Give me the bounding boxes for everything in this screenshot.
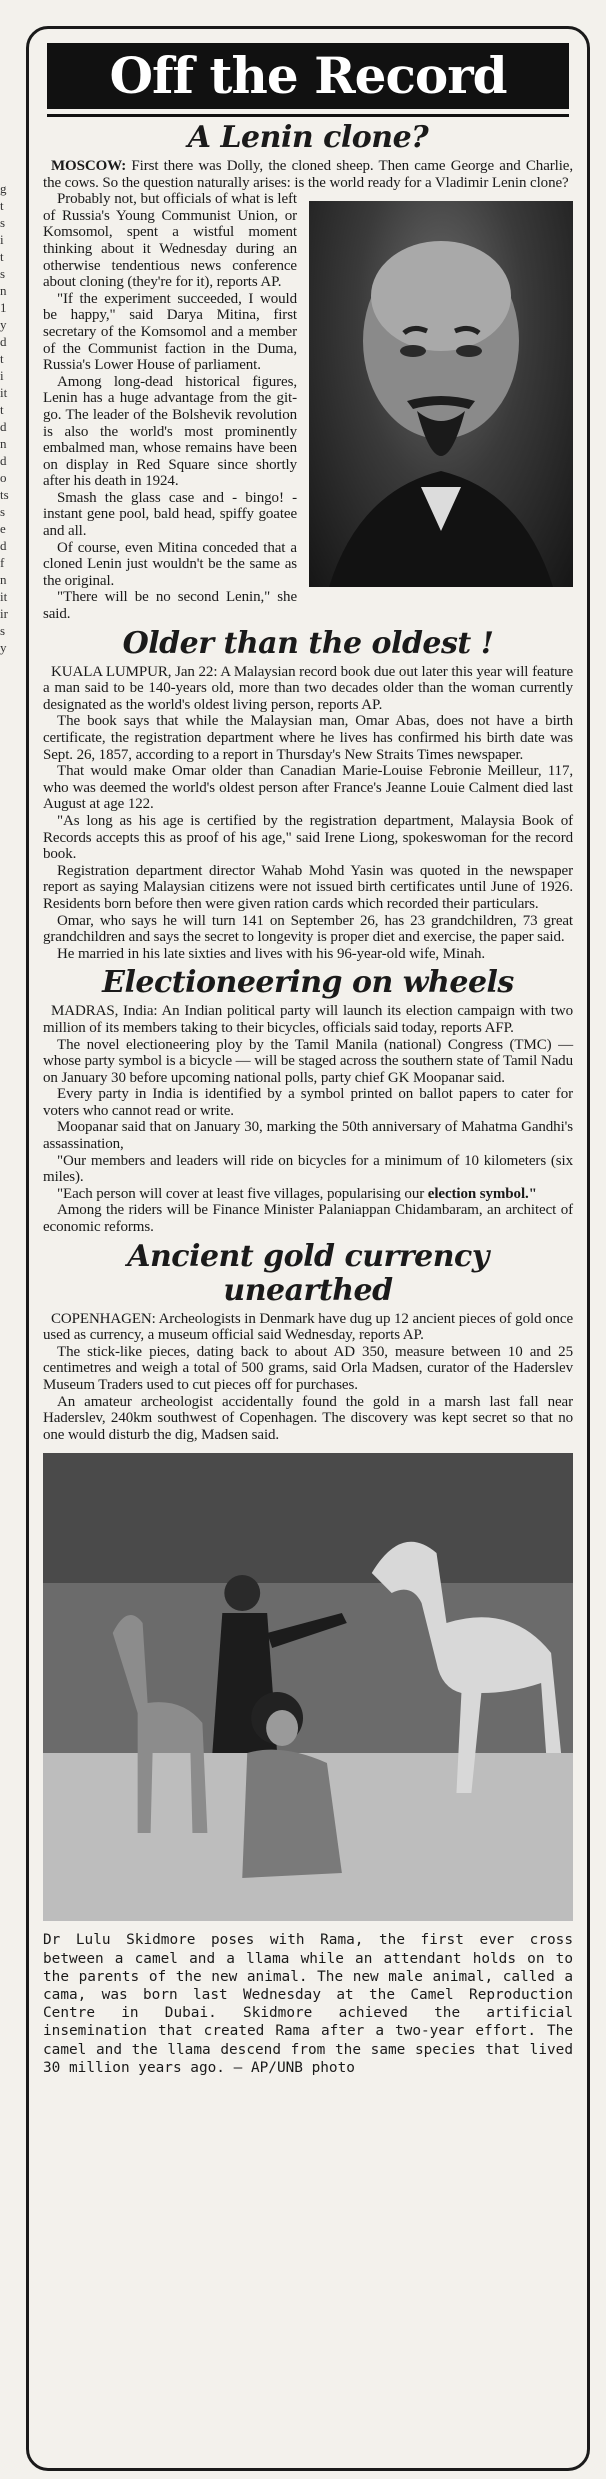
banner-rule	[47, 114, 569, 117]
story-paragraph: "Each person will cover at least five villages, popularising our election symbol."	[57, 1185, 537, 1202]
camel-llama-photo	[43, 1453, 573, 1921]
headline-electioneering: Electioneering on wheels	[102, 965, 514, 1001]
edge-fragment: it	[0, 589, 8, 604]
edge-fragment: e	[0, 521, 6, 536]
story-paragraph: COPENHAGEN: Archeologists in Denmark have dug up 12 ancient pieces of gold once used as currency, a museum official said Wednesday, reports AP.	[43, 1310, 574, 1344]
edge-fragment: s	[0, 215, 6, 230]
story-paragraph: MOSCOW: First there was Dolly, the cloned sheep. Then came George and Charlie, the cows. So the question naturally arises: is the world ready for a Vladimir Lenin clone?	[43, 158, 573, 191]
story-paragraph: Of course, even Mitina conceded that a cloned Lenin just wouldn't be the same as the original.	[43, 539, 297, 589]
story-paragraph: KUALA LUMPUR, Jan 22: A Malaysian record book due out later this year will feature a man said to be 140-years old, more than two decades older than the woman currently designated as the world's oldest living person, reports AP.	[43, 663, 573, 713]
edge-fragment: d	[0, 334, 7, 349]
edge-fragment: d	[0, 419, 7, 434]
edge-fragment: n	[0, 283, 7, 298]
dateline: MADRAS, India:	[51, 1003, 158, 1020]
edge-fragment: i	[0, 232, 4, 247]
story-paragraph: MADRAS, India: An Indian political party will launch its election campaign with two million of its members taking to their bicycles, officials said today, reports AFP.	[43, 1003, 573, 1036]
edge-fragment: t	[0, 402, 4, 417]
story-paragraph: Smash the glass case and - bingo! - instant gene pool, bald head, spiffy goatee and all.	[43, 489, 297, 540]
article-box	[26, 26, 590, 2471]
photo-caption: Dr Lulu Skidmore poses with Rama, the first ever cross between a camel and a llama while an attendant holds on to the parents of the new animal. The new male animal, called a cama, was born last Wednesday at the Camel Reproduction Centre in Dubai. Skidmore achieved the artificial insemination that created Rama after a two-year effort. The camel and the llama descend from the same species that lived 30 million years ago. — AP/UNB photo	[43, 1932, 573, 2076]
story-lenin-clone	[43, 121, 573, 623]
edge-fragment: g	[0, 181, 7, 196]
edge-fragment: f	[0, 555, 5, 570]
story-paragraph: The novel electioneering ploy by the Tamil Manila (national) Congress (TMC) — whose party symbol is a bicycle — will be staged across the southern state of Tamil Nadu on January 30 before upcoming national polls, party chief GK Moopanar said.	[43, 1036, 573, 1086]
story-paragraph: The book says that while the Malaysian man, Omar Abas, does not have a birth certificate, the registration department where he lives has confirmed his birth date was Sept. 26, 1857, according to a report in Thursday's New Straits Times newspaper.	[43, 713, 573, 763]
election-symbol-phrase: election symbol."	[427, 1185, 537, 1202]
story-paragraph: Omar, who says he will turn 141 on September 26, has 23 grandchildren, 73 great grandchildren and says the secret to longevity is proper diet and exercise, the paper said.	[43, 912, 573, 946]
story-paragraph: "If the experiment succeeded, I would be happy," said Darya Mitina, first secretary of the Komsomol and a member of the Communist faction in the Duma, Russia's Lower House of parliament.	[43, 290, 297, 374]
edge-fragment: ir	[0, 606, 8, 621]
edge-fragment: y	[0, 640, 7, 655]
dateline: COPENHAGEN:	[51, 1310, 156, 1327]
story-paragraph: Probably not, but officials of what is left of Russia's Young Communist Union, or Komsomol, spent a wistful moment thinking about it Wednesday during an otherwise tendentious news conference about cloning (they're for it), reports AP.	[43, 191, 297, 291]
camel-llama-photo-image	[43, 1453, 573, 1921]
story-paragraph: "Our members and leaders will ride on bicycles for a minimum of 10 kilometers (six miles).	[43, 1152, 573, 1186]
lenin-portrait-photo	[309, 201, 573, 587]
edge-fragment: t	[0, 351, 4, 366]
story-paragraph: "There will be no second Lenin," she said.	[43, 589, 297, 623]
story-paragraph: Every party in India is identified by a symbol printed on ballot papers to cater for voters who cannot read or write.	[43, 1086, 573, 1119]
edge-fragment: d	[0, 538, 7, 553]
story-paragraph: "As long as his age is certified by the registration department, Malaysia Book of Records accepts this as proof of his age," said Irene Liong, spokeswoman for the record book.	[43, 812, 573, 863]
edge-fragment: n	[0, 436, 7, 451]
edge-fragment: ts	[0, 487, 9, 502]
edge-fragment: s	[0, 266, 6, 281]
dateline: KUALA LUMPUR, Jan 22:	[51, 663, 218, 680]
story-paragraph: That would make Omar older than Canadian Marie-Louise Febronie Meilleur, 117, who was deemed the world's oldest person after France's Jeanne Louie Calment died last August at age 122.	[43, 763, 573, 813]
story-paragraph: Registration department director Wahab Mohd Yasin was quoted in the newspaper report as saying Malaysian citizens were not issued birth certificates until June of 1926. Residents born before then were given ration cards which recorded their particulars.	[43, 862, 573, 912]
edge-fragment: it	[0, 385, 8, 400]
section-banner: Off the Record	[47, 43, 569, 109]
edge-fragment: d	[0, 453, 7, 468]
story-older-than-oldest	[43, 627, 573, 963]
headline-ancient-gold: Ancient gold currency unearthed	[127, 1238, 489, 1308]
story-paragraph: An amateur archeologist accidentally found the gold in a marsh last fall near Haderslev, 240km southwest of Copenhagen. The discovery was kept secret so that no one would disturb the dig, Madsen said.	[43, 1393, 573, 1443]
story-electioneering-on-wheels	[43, 966, 573, 1235]
edge-fragment: 1	[0, 300, 7, 315]
lenin-portrait-image	[309, 201, 573, 587]
headline-lenin-clone: A Lenin clone?	[187, 120, 429, 155]
edge-fragment: n	[0, 572, 7, 587]
story-paragraph: Among long-dead historical figures, Lenin has a huge advantage from the git-go. The leader of the Bolshevik revolution is also the world's most prominently embalmed man, whose remains have been on display in Red Square since shortly after his death in 1924.	[43, 373, 297, 490]
story-paragraph: He married in his late sixties and lives with his 96-year-old wife, Minah.	[57, 945, 486, 962]
story-paragraph: The stick-like pieces, dating back to about AD 350, measure between 10 and 25 centimetres and weigh a total of 500 grams, said Orla Madsen, curator of the Haderslev Museum Traders used to cut pieces off for purchases.	[43, 1343, 573, 1393]
headline-older-than-oldest: Older than the oldest !	[122, 625, 494, 661]
edge-fragment: t	[0, 198, 4, 213]
story-paragraph: Moopanar said that on January 30, marking the 50th anniversary of Mahatma Gandhi's assassination,	[43, 1119, 573, 1153]
adjacent-column-fragments	[0, 180, 20, 1080]
photo-credit: — AP/UNB photo	[233, 2059, 355, 2076]
edge-fragment: s	[0, 623, 6, 638]
edge-fragment: y	[0, 317, 7, 332]
edge-fragment: t	[0, 249, 4, 264]
edge-fragment: o	[0, 470, 7, 485]
dateline: MOSCOW:	[51, 158, 127, 174]
story-ancient-gold	[43, 1240, 573, 1444]
edge-fragment: i	[0, 368, 4, 383]
story-paragraph: Among the riders will be Finance Minister Palaniappan Chidambaram, an architect of economic reforms.	[43, 1202, 573, 1236]
edge-fragment: s	[0, 504, 6, 519]
